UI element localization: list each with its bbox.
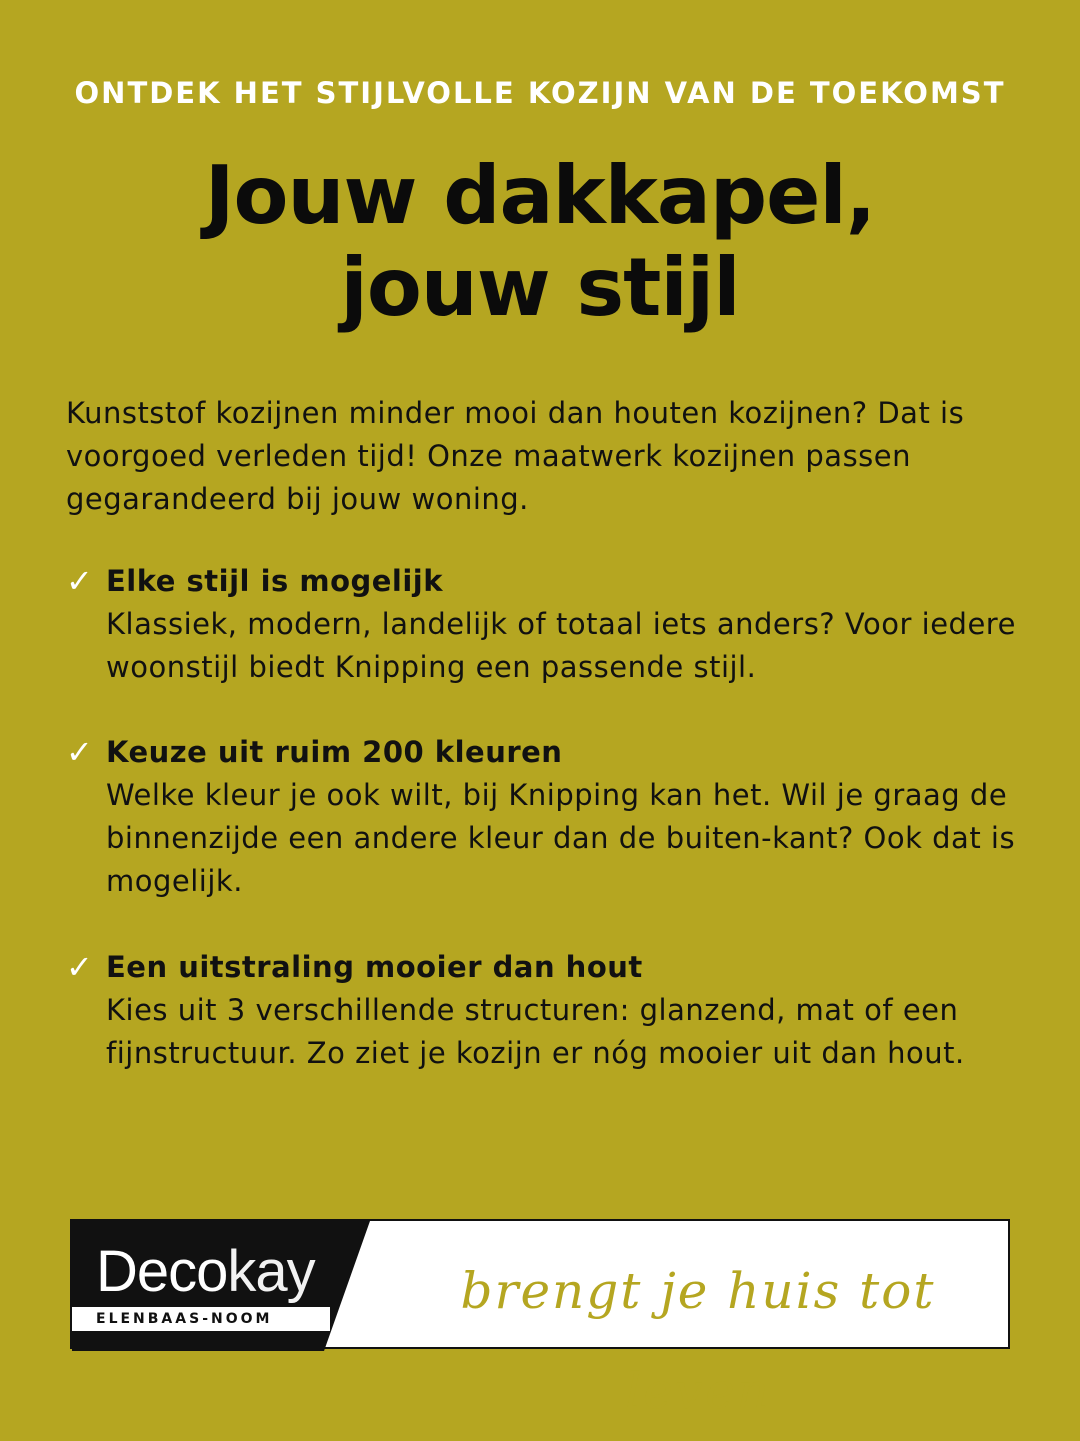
check-icon: ✓ — [66, 733, 94, 771]
kicker: ONTDEK HET STIJLVOLLE KOZIJN VAN DE TOEKOMST — [74, 76, 1006, 110]
feature-title: Een uitstraling mooier dan hout — [106, 950, 643, 984]
logo-word-light: kay — [227, 1239, 315, 1304]
decokay-logo — [96, 1237, 315, 1307]
feature-item — [66, 731, 1026, 903]
feature-title: Keuze uit ruim 200 kleuren — [106, 735, 563, 769]
brand-banner — [70, 1219, 1010, 1420]
feature-item — [66, 560, 1026, 689]
check-icon: ✓ — [66, 562, 94, 600]
check-icon: ✓ — [66, 948, 94, 986]
feature-body: Welke kleur je ook wilt, bij Knipping kan het. Wil je graag de binnenzijde een andere kleur dan de buiten-kant? Ook dat is mogelijk. — [106, 778, 1016, 898]
headline-line-2: jouw stijl — [340, 241, 740, 334]
feature-title: Elke stijl is mogelijk — [106, 564, 444, 598]
tagline: brengt je huis tot leven — [460, 1262, 936, 1420]
feature-body: Klassiek, modern, landelijk of totaal iets anders? Voor iedere woonstijl biedt Knipping een passende stijl. — [106, 607, 1016, 684]
intro-paragraph: Kunststof kozijnen minder mooi dan houten kozijnen? Dat is voorgoed verleden tijd! Onze maatwerk kozijnen passen gegarandeerd bij jouw woning. — [66, 396, 965, 516]
logo-subtitle: ELENBAAS-NOOM — [72, 1307, 330, 1331]
feature-item — [66, 946, 1026, 1075]
feature-body: Kies uit 3 verschillende structuren: glanzend, mat of een fijnstructuur. Zo ziet je kozijn er nóg mooier uit dan hout. — [106, 993, 965, 1070]
headline-line-1: Jouw dakkapel, — [204, 149, 876, 242]
logo-word-bold: Deco — [96, 1239, 228, 1304]
headline — [0, 150, 1080, 334]
